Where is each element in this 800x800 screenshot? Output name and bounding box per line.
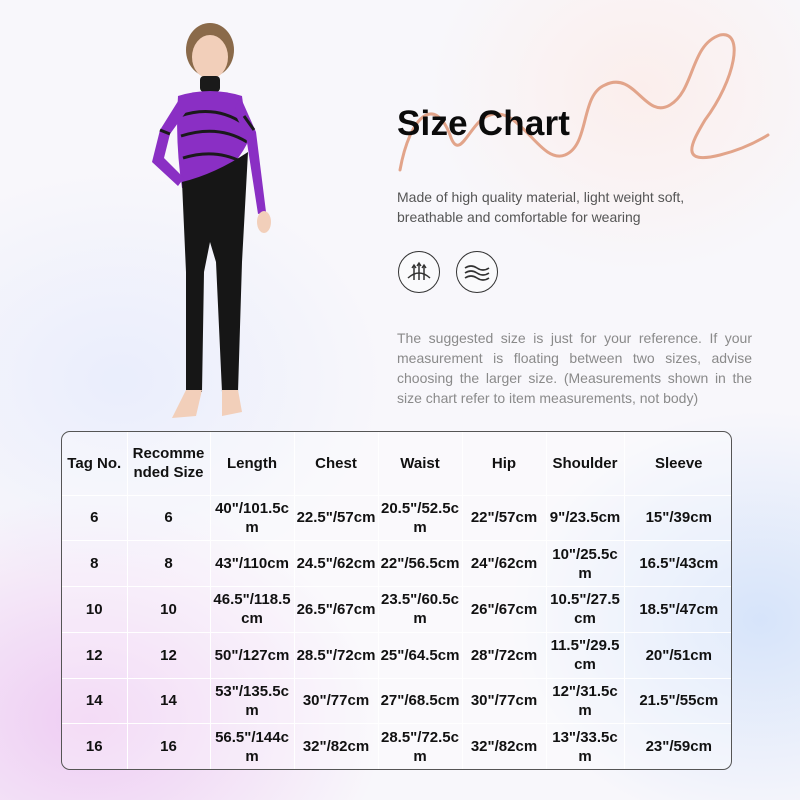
cell-hip: 24"/62cm [462,541,546,587]
soft-wave-icon [456,251,498,293]
size-table [62,432,732,769]
cell-sleeve: 21.5"/55cm [624,678,732,724]
cell-sleeve: 18.5"/47cm [624,587,732,633]
cell-recommended-size: 14 [127,678,210,724]
cell-sleeve: 23"/59cm [624,724,732,769]
cell-chest: 22.5"/57cm [294,495,378,541]
cell-shoulder: 10.5"/27.5cm [546,587,624,633]
breathable-icon [398,251,440,293]
size-table-container [61,431,732,770]
cell-recommended-size: 12 [127,632,210,678]
cell-length: 56.5"/144cm [210,724,294,769]
cell-tag-no: 16 [62,724,127,769]
cell-hip: 32"/82cm [462,724,546,769]
cell-recommended-size: 16 [127,724,210,769]
cell-chest: 28.5"/72cm [294,632,378,678]
cell-hip: 28"/72cm [462,632,546,678]
cell-shoulder: 9"/23.5cm [546,495,624,541]
header-recommended-size: Recommended Size [127,432,210,495]
cell-tag-no: 8 [62,541,127,587]
size-advice-note: The suggested size is just for your reference. If your measurement is floating between two sizes, advise choosing the larger size. (Measurements shown in the size chart refer to item measurements, not body) [397,330,752,406]
page-title: Size Chart [397,104,571,143]
model-photo [130,12,295,424]
header-shoulder: Shoulder [546,432,624,495]
cell-tag-no: 14 [62,678,127,724]
cell-waist: 25"/64.5cm [378,632,462,678]
cell-chest: 30"/77cm [294,678,378,724]
cell-tag-no: 12 [62,632,127,678]
feature-icons [398,251,498,293]
header-chest: Chest [294,432,378,495]
cell-shoulder: 12"/31.5cm [546,678,624,724]
cell-length: 43"/110cm [210,541,294,587]
header-tag-no: Tag No. [62,432,127,495]
table-row [62,678,732,724]
cell-chest: 32"/82cm [294,724,378,769]
cell-waist: 28.5"/72.5cm [378,724,462,769]
cell-recommended-size: 10 [127,587,210,633]
cell-recommended-size: 8 [127,541,210,587]
table-row [62,541,732,587]
cell-hip: 30"/77cm [462,678,546,724]
cell-shoulder: 13"/33.5cm [546,724,624,769]
table-header-row [62,432,732,495]
cell-tag-no: 6 [62,495,127,541]
cell-shoulder: 10"/25.5cm [546,541,624,587]
cell-chest: 24.5"/62cm [294,541,378,587]
cell-waist: 27"/68.5cm [378,678,462,724]
product-description: Made of high quality material, light weight soft, breathable and comfortable for wearing [397,189,685,225]
table-row [62,587,732,633]
table-row [62,724,732,769]
header-waist: Waist [378,432,462,495]
cell-sleeve: 15"/39cm [624,495,732,541]
cell-recommended-size: 6 [127,495,210,541]
cell-length: 50"/127cm [210,632,294,678]
table-row [62,632,732,678]
header-sleeve: Sleeve [624,432,732,495]
cell-sleeve: 20"/51cm [624,632,732,678]
header-hip: Hip [462,432,546,495]
cell-length: 40"/101.5cm [210,495,294,541]
cell-chest: 26.5"/67cm [294,587,378,633]
cell-hip: 22"/57cm [462,495,546,541]
cell-tag-no: 10 [62,587,127,633]
cell-length: 46.5"/118.5cm [210,587,294,633]
cell-waist: 22"/56.5cm [378,541,462,587]
table-row [62,495,732,541]
cell-length: 53"/135.5cm [210,678,294,724]
cell-hip: 26"/67cm [462,587,546,633]
cell-sleeve: 16.5"/43cm [624,541,732,587]
cell-waist: 20.5"/52.5cm [378,495,462,541]
cell-waist: 23.5"/60.5cm [378,587,462,633]
cell-shoulder: 11.5"/29.5cm [546,632,624,678]
header-length: Length [210,432,294,495]
